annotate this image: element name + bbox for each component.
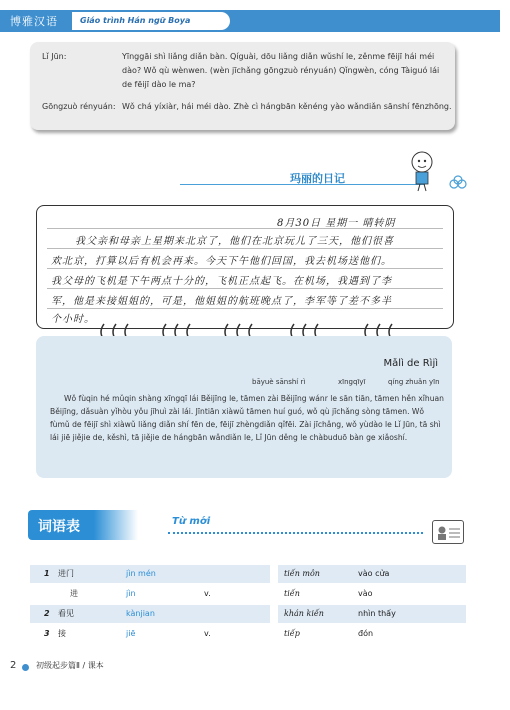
book-title: 博雅汉语 <box>10 15 58 28</box>
vocab-banner-label: 词语表 <box>38 519 80 535</box>
vocab-divider <box>168 532 423 534</box>
pinyin-weekday: xīngqīyī <box>338 378 366 386</box>
top-header-bar <box>0 10 500 32</box>
stick-figure-icon <box>400 148 470 193</box>
vocab-row: 1 进门 jìn mén tiến môn vào cửa <box>30 565 466 583</box>
dialogue-line: Yīnggāi shì liǎng diǎn bàn. Qíguài, dōu liǎng diǎn wǔshí le, zěnme fēijī hái méi <box>122 52 435 61</box>
diary-line: 我父亲和母亲上星期来北京了，他们在北京玩儿了三天，他们很喜 <box>75 236 394 247</box>
translation-body: Wǒ fùqin hé mǔqin shàng xīngqī lái Běijīng le, tāmen zài Běijīng wánr le sān tiān, tāmen hěn xǐhuan Běijīng, dǎsuàn yǐhòu yǒu jīhuì zài lái. Jīntiān xiàwǔ tāmen huí guó, wǒ qù jīchǎng sòng tāmen. Wǒ fùmǔ de fēijī shì xiàwǔ liǎng diǎn shí fēn de, fēijī zhèngdiǎn qǐfēi. Zài jīchǎng, wǒ yùdào le Lǐ Jūn, tā shì lái jiē jiějie de, kěshì, tā jiějie de hángbān wǎndiǎn le, Lǐ Jūn děng le chàbuduō bàn ge xiǎoshí. <box>50 394 444 442</box>
dialogue-line: Wǒ chá yíxiàr, hái méi dào. Zhè cì hángbān kěnéng yào wǎndiǎn sānshí fēnzhōng. <box>122 102 452 111</box>
diary-line: 我父母的飞机是下午两点十分的，飞机正点起飞。在机场，我遇到了李 <box>51 276 392 287</box>
diary-line: 欢北京，打算以后有机会再来。今天下午他们回国，我去机场送他们。 <box>51 256 392 267</box>
vocab-row: 进 jìn v. tiến vào <box>70 589 373 598</box>
translation-title: Mǎlì de Rìjì <box>383 358 438 369</box>
dialogue-box <box>30 42 455 130</box>
footer-text: 初级起步篇Ⅱ / 课本 <box>36 661 104 670</box>
page-number: 2 <box>10 660 17 671</box>
footer-dot <box>22 664 29 671</box>
translation-box <box>36 336 452 478</box>
dialogue-line: dào? Wǒ qù wènwen. (wèn jīchǎng gōngzuò rényuán) Qǐngwèn, cóng Tàiguó lái <box>122 66 440 75</box>
pinyin-date: bāyuè sānshí rì <box>252 378 306 386</box>
book-subtitle: Giáo trình Hán ngữ Boya <box>72 12 230 30</box>
speaker-staff: Gōngzuò rényuán: <box>42 102 116 111</box>
vocab-banner <box>28 510 138 540</box>
diary-line: 军，他是来接姐姐的，可是，他姐姐的航班晚点了，李军等了差不多半 <box>51 296 392 307</box>
diary-paper <box>36 205 454 329</box>
diary-title: 玛丽的日记 <box>290 172 345 185</box>
diary-line: 个小时。 <box>51 314 95 325</box>
speaker-li-jun: Lǐ Jūn: <box>42 52 67 61</box>
diary-date: 8月30日 星期一 晴转阴 <box>277 218 396 229</box>
vocab-subtitle: Từ mới <box>172 516 211 527</box>
vocab-row: 3 接 jiē v. tiếp đón <box>44 629 374 638</box>
id-card-icon <box>432 520 464 544</box>
pinyin-weather: qíng zhuǎn yīn <box>388 378 440 386</box>
dialogue-line: de fēijī dào le ma? <box>122 80 196 89</box>
vocab-row: 2 看见 kànjian khán kiến nhìn thấy <box>30 605 466 623</box>
